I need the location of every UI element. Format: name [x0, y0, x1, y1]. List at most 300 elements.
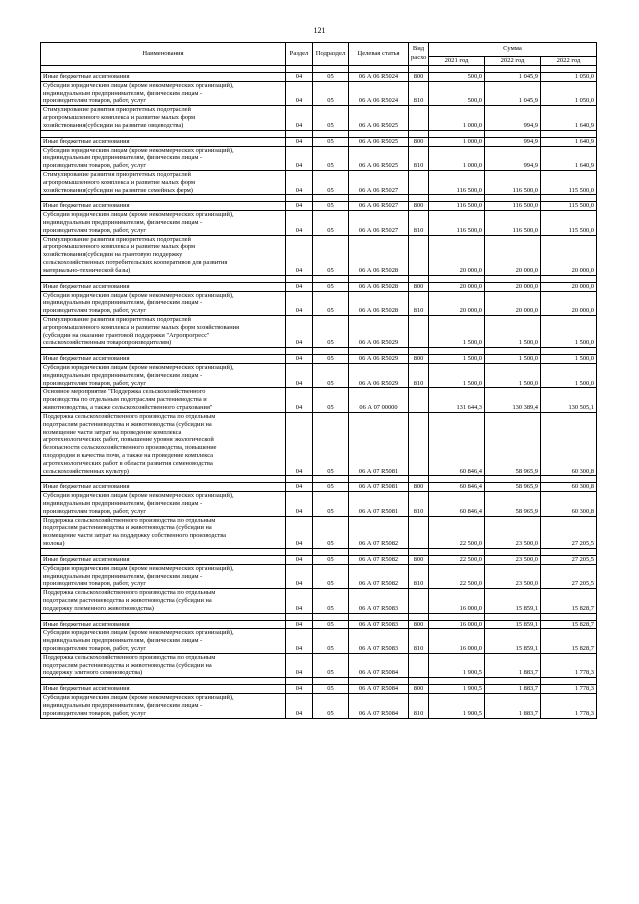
- row-type: 810: [409, 492, 429, 516]
- spacer-cell: [429, 613, 485, 620]
- spacer-cell: [349, 275, 409, 282]
- row-value-1: 60 846,4: [429, 492, 485, 516]
- table-row: [41, 653, 597, 677]
- row-name: [41, 589, 286, 613]
- row-type: [409, 388, 429, 412]
- row-value-3: 20 000,0: [541, 282, 597, 291]
- row-name-line: возмещение части затрат на поддержку собственного производства: [43, 532, 226, 540]
- row-type: 800: [409, 620, 429, 629]
- spacer-cell: [541, 613, 597, 620]
- row-value-2: 23 500,0: [485, 555, 541, 564]
- row-target: 06 А 07 R5084: [349, 653, 409, 677]
- spacer-cell: [429, 476, 485, 483]
- row-name-line: Субсидии юридическим лицам (кроме некоммерческих организаций),: [43, 629, 234, 637]
- spacer-cell: [541, 195, 597, 202]
- row-name-line: Стимулирование развития приоритетных подотраслей: [43, 235, 191, 243]
- row-value-3: 27 205,5: [541, 555, 597, 564]
- row-value-2: 58 965,9: [485, 412, 541, 476]
- spacer-cell: [429, 348, 485, 355]
- row-value-1: 1 900,5: [429, 685, 485, 694]
- row-name-line: подотраслям растениеводства и животноводства (субсидии на: [43, 596, 212, 604]
- spacer-cell: [41, 130, 286, 137]
- spacer-cell: [349, 678, 409, 685]
- row-type: 810: [409, 146, 429, 170]
- row-value-2: 15 859,1: [485, 629, 541, 653]
- row-value-2: 1 500,0: [485, 364, 541, 388]
- row-value-2: 1 045,9: [485, 73, 541, 82]
- row-value-3: 27 205,5: [541, 564, 597, 588]
- row-subsection: 05: [313, 146, 349, 170]
- row-name-line: производителям товаров, работ, услуг: [43, 97, 147, 105]
- spacer-cell: [429, 678, 485, 685]
- row-subsection: 05: [313, 170, 349, 194]
- row-target: 06 А 06 R5027: [349, 211, 409, 235]
- row-subsection: 05: [313, 73, 349, 82]
- row-subsection: 05: [313, 685, 349, 694]
- row-name-line: Субсидии юридическим лицам (кроме некоммерческих организаций),: [43, 81, 234, 89]
- row-subsection: 05: [313, 315, 349, 347]
- row-section: 04: [286, 564, 313, 588]
- row-name: [41, 492, 286, 516]
- row-target: 06 А 06 R5025: [349, 137, 409, 146]
- row-value-1: 1 500,0: [429, 315, 485, 347]
- row-name: [41, 170, 286, 194]
- spacer-cell: [409, 548, 429, 555]
- row-name: [41, 315, 286, 347]
- row-name-line: индивидуальным предпринимателям, физическим лицам -: [43, 154, 203, 162]
- row-value-3: 27 205,5: [541, 516, 597, 548]
- row-value-2: 1 883,7: [485, 694, 541, 718]
- row-name-line: поддержку элитного семеноводства): [43, 669, 143, 677]
- row-value-3: 60 300,8: [541, 412, 597, 476]
- header-year-3: 2022 год: [541, 57, 597, 66]
- spacer-cell: [286, 195, 313, 202]
- spacer-cell: [313, 678, 349, 685]
- row-subsection: 05: [313, 211, 349, 235]
- row-section: 04: [286, 629, 313, 653]
- row-name-line: производителям товаров, работ, услуг: [43, 645, 147, 653]
- row-name-line: агротехнологических работ в области развития семеноводства: [43, 459, 213, 467]
- row-type: [409, 516, 429, 548]
- row-name-line: Субсидии юридическим лицам (кроме некоммерческих организаций),: [43, 492, 234, 500]
- row-subsection: 05: [313, 589, 349, 613]
- table-row: [41, 492, 597, 516]
- header-year-1: 2021 год: [429, 57, 485, 66]
- row-name-line: индивидуальным предпринимателям, физическим лицам -: [43, 371, 203, 379]
- row-name: [41, 629, 286, 653]
- row-name: [41, 73, 286, 82]
- row-value-3: 15 828,7: [541, 629, 597, 653]
- row-type: [409, 412, 429, 476]
- row-value-1: 22 500,0: [429, 564, 485, 588]
- row-target: 06 А 07 R5083: [349, 629, 409, 653]
- table-row: [41, 81, 597, 105]
- spacer-cell: [349, 548, 409, 555]
- row-name-line: материально-технической базы): [43, 266, 131, 274]
- spacer-cell: [409, 348, 429, 355]
- row-value-2: 58 965,9: [485, 492, 541, 516]
- row-target: 06 А 07 R5082: [349, 555, 409, 564]
- row-value-2: 130 389,4: [485, 388, 541, 412]
- header-subsection: Подраздел: [313, 43, 349, 66]
- row-subsection: 05: [313, 388, 349, 412]
- row-section: 04: [286, 170, 313, 194]
- row-subsection: 05: [313, 364, 349, 388]
- row-name-line: индивидуальным предпринимателям, физическим лицам -: [43, 89, 203, 97]
- row-spacer: [41, 476, 597, 483]
- row-name-line: индивидуальным предпринимателям, физическим лицам -: [43, 701, 203, 709]
- row-value-3: 20 000,0: [541, 235, 597, 275]
- row-spacer: [41, 613, 597, 620]
- row-type: [409, 106, 429, 130]
- row-value-2: 1 883,7: [485, 653, 541, 677]
- row-value-3: 20 000,0: [541, 291, 597, 315]
- row-name: [41, 81, 286, 105]
- spacer-cell: [485, 348, 541, 355]
- row-name: [41, 483, 286, 492]
- row-name-line: сельскохозяйственных потребительских кооперативов для развития: [43, 259, 228, 267]
- row-name-line: Основное мероприятие "Поддержка сельскохозяйственного: [43, 388, 206, 396]
- row-name: [41, 516, 286, 548]
- table-row: [41, 564, 597, 588]
- spacer-cell: [429, 275, 485, 282]
- row-subsection: 05: [313, 653, 349, 677]
- row-value-1: 116 500,0: [429, 211, 485, 235]
- header-name: Наименования: [41, 43, 286, 66]
- spacer-cell: [349, 613, 409, 620]
- row-name-line: Поддержка сельскохозяйственного производства по отдельным: [43, 653, 216, 661]
- row-name: [41, 564, 286, 588]
- spacer-cell: [349, 66, 409, 73]
- row-spacer: [41, 548, 597, 555]
- row-target: 06 А 07 00000: [349, 388, 409, 412]
- table-row: [41, 516, 597, 548]
- row-type: 810: [409, 81, 429, 105]
- spacer-cell: [41, 348, 286, 355]
- row-name-line: (субсидии на оказание грантовой поддержки "Агропрогресс": [43, 331, 210, 339]
- row-value-1: 16 000,0: [429, 620, 485, 629]
- spacer-cell: [485, 130, 541, 137]
- row-value-1: 20 000,0: [429, 282, 485, 291]
- spacer-cell: [313, 476, 349, 483]
- spacer-cell: [541, 275, 597, 282]
- row-type: 810: [409, 694, 429, 718]
- row-name-line: Субсидии юридическим лицам (кроме некоммерческих организаций),: [43, 211, 234, 219]
- row-name-line: агропромышленного комплекса и развитие малых форм хозяйствования: [43, 323, 240, 331]
- row-type: [409, 653, 429, 677]
- row-value-1: 1 000,0: [429, 146, 485, 170]
- row-name-line: животноводства, а также сельскохозяйственного страхования": [43, 404, 213, 412]
- row-name-line: Иные бюджетные ассигнования: [43, 137, 130, 145]
- row-value-1: 1 000,0: [429, 137, 485, 146]
- spacer-cell: [485, 66, 541, 73]
- row-target: 06 А 06 R5027: [349, 170, 409, 194]
- row-type: 800: [409, 202, 429, 211]
- row-name-line: подотраслям растениеводства и животноводства (субсидии на: [43, 661, 212, 669]
- row-name-line: Иные бюджетные ассигнования: [43, 202, 130, 210]
- spacer-cell: [41, 66, 286, 73]
- row-name-line: Иные бюджетные ассигнования: [43, 555, 130, 563]
- row-value-2: 116 500,0: [485, 202, 541, 211]
- spacer-cell: [429, 548, 485, 555]
- row-spacer: [41, 66, 597, 73]
- row-name-line: агротехнологических работ, повышение уровня экологической: [43, 436, 214, 444]
- spacer-cell: [409, 195, 429, 202]
- row-type: 800: [409, 282, 429, 291]
- row-name-line: поддержку племенного животноводства): [43, 604, 154, 612]
- row-target: 06 А 06 R5024: [349, 73, 409, 82]
- row-name-line: производства по отдельным подотраслям растениеводства и: [43, 396, 207, 404]
- row-subsection: 05: [313, 81, 349, 105]
- row-value-3: 60 300,8: [541, 492, 597, 516]
- row-value-2: 1 883,7: [485, 685, 541, 694]
- row-subsection: 05: [313, 564, 349, 588]
- spacer-cell: [409, 66, 429, 73]
- budget-table: [40, 42, 597, 719]
- spacer-cell: [41, 678, 286, 685]
- row-value-2: 1 500,0: [485, 315, 541, 347]
- row-value-2: 116 500,0: [485, 211, 541, 235]
- row-value-2: 994,9: [485, 106, 541, 130]
- row-value-2: 58 965,9: [485, 483, 541, 492]
- spacer-cell: [541, 66, 597, 73]
- row-name-line: Иные бюджетные ассигнования: [43, 355, 130, 363]
- row-name-line: Субсидии юридическим лицам (кроме некоммерческих организаций),: [43, 694, 234, 702]
- row-section: 04: [286, 315, 313, 347]
- table-row: [41, 589, 597, 613]
- row-section: 04: [286, 211, 313, 235]
- row-name-line: Иные бюджетные ассигнования: [43, 620, 130, 628]
- row-spacer: [41, 678, 597, 685]
- row-section: 04: [286, 653, 313, 677]
- spacer-cell: [41, 275, 286, 282]
- spacer-cell: [409, 275, 429, 282]
- table-row: [41, 146, 597, 170]
- spacer-cell: [313, 275, 349, 282]
- row-section: 04: [286, 589, 313, 613]
- row-value-1: 1 900,5: [429, 694, 485, 718]
- table-row: [41, 137, 597, 146]
- spacer-cell: [485, 476, 541, 483]
- row-name: [41, 355, 286, 364]
- table-row: [41, 412, 597, 476]
- table-row: [41, 355, 597, 364]
- row-subsection: 05: [313, 282, 349, 291]
- row-subsection: 05: [313, 137, 349, 146]
- row-name-line: производителям товаров, работ, услуг: [43, 507, 147, 515]
- row-name-line: Субсидии юридическим лицам (кроме некоммерческих организаций),: [43, 564, 234, 572]
- row-type: 800: [409, 483, 429, 492]
- row-name-line: производителям товаров, работ, услуг: [43, 709, 147, 717]
- row-type: [409, 315, 429, 347]
- row-target: 06 А 06 R5028: [349, 282, 409, 291]
- row-name-line: Стимулирование развития приоритетных подотраслей: [43, 315, 191, 323]
- row-value-2: 15 859,1: [485, 620, 541, 629]
- row-value-2: 1 500,0: [485, 355, 541, 364]
- row-name: [41, 555, 286, 564]
- row-section: 04: [286, 620, 313, 629]
- row-name-line: возмещение части затрат на проведение комплекса: [43, 428, 182, 436]
- row-name: [41, 694, 286, 718]
- spacer-cell: [349, 348, 409, 355]
- row-name-line: индивидуальным предпринимателям, физическим лицам -: [43, 219, 203, 227]
- row-value-1: 1 900,5: [429, 653, 485, 677]
- table-row: [41, 629, 597, 653]
- row-name-line: безопасности сельскохозяйственного производства, повышение: [43, 444, 217, 452]
- row-name: [41, 291, 286, 315]
- table-row: [41, 291, 597, 315]
- row-type: [409, 170, 429, 194]
- row-name: [41, 137, 286, 146]
- row-name: [41, 388, 286, 412]
- row-name-line: хозяйствования(субсидии на грантовую поддержку: [43, 251, 183, 259]
- row-name-line: агропромышленного комплекса и развитие малых форм: [43, 243, 196, 251]
- row-type: 800: [409, 355, 429, 364]
- row-value-2: 23 500,0: [485, 564, 541, 588]
- row-subsection: 05: [313, 291, 349, 315]
- row-subsection: 05: [313, 629, 349, 653]
- row-name: [41, 146, 286, 170]
- row-type: 810: [409, 564, 429, 588]
- spacer-cell: [41, 613, 286, 620]
- row-value-2: 994,9: [485, 146, 541, 170]
- row-name-line: производителям товаров, работ, услуг: [43, 226, 147, 234]
- row-name-line: Поддержка сельскохозяйственного производства по отдельным: [43, 412, 216, 420]
- table-row: [41, 364, 597, 388]
- row-name: [41, 620, 286, 629]
- spacer-cell: [349, 130, 409, 137]
- spacer-cell: [41, 548, 286, 555]
- row-subsection: 05: [313, 106, 349, 130]
- spacer-cell: [286, 476, 313, 483]
- row-type: 810: [409, 291, 429, 315]
- spacer-cell: [429, 66, 485, 73]
- row-name-line: Субсидии юридическим лицам (кроме некоммерческих организаций),: [43, 291, 234, 299]
- row-name-line: Поддержка сельскохозяйственного производства по отдельным: [43, 589, 216, 597]
- row-name-line: индивидуальным предпринимателям, физическим лицам -: [43, 572, 203, 580]
- spacer-cell: [286, 613, 313, 620]
- row-type: 810: [409, 364, 429, 388]
- row-subsection: 05: [313, 492, 349, 516]
- spacer-cell: [485, 613, 541, 620]
- row-name: [41, 685, 286, 694]
- row-name-line: подотраслям растениеводства и животноводства (субсидии на: [43, 420, 212, 428]
- row-name-line: индивидуальным предпринимателям, физическим лицам -: [43, 500, 203, 508]
- row-value-1: 22 500,0: [429, 516, 485, 548]
- row-value-1: 20 000,0: [429, 291, 485, 315]
- row-value-3: 60 300,8: [541, 483, 597, 492]
- row-target: 06 А 06 R5025: [349, 146, 409, 170]
- row-value-2: 20 000,0: [485, 282, 541, 291]
- row-value-1: 1 500,0: [429, 355, 485, 364]
- spacer-cell: [485, 548, 541, 555]
- table-row: [41, 694, 597, 718]
- row-value-2: 1 045,9: [485, 81, 541, 105]
- row-target: 06 А 07 R5081: [349, 412, 409, 476]
- table-row: [41, 211, 597, 235]
- row-name-line: подотраслям растениеводства и животноводства (субсидии на: [43, 524, 212, 532]
- row-section: 04: [286, 81, 313, 105]
- spacer-cell: [313, 348, 349, 355]
- row-name-line: производителям товаров, работ, услуг: [43, 379, 147, 387]
- header-target: Целевая статья: [349, 43, 409, 66]
- row-section: 04: [286, 235, 313, 275]
- table-row: [41, 170, 597, 194]
- row-subsection: 05: [313, 355, 349, 364]
- row-value-3: 1 640,9: [541, 146, 597, 170]
- row-type: 810: [409, 211, 429, 235]
- row-value-3: 115 500,0: [541, 211, 597, 235]
- spacer-cell: [313, 613, 349, 620]
- table-row: [41, 483, 597, 492]
- row-value-1: 500,0: [429, 73, 485, 82]
- table-row: [41, 106, 597, 130]
- row-value-2: 23 500,0: [485, 516, 541, 548]
- row-value-3: 115 500,0: [541, 202, 597, 211]
- spacer-cell: [409, 130, 429, 137]
- spacer-cell: [485, 195, 541, 202]
- row-type: [409, 235, 429, 275]
- row-name-line: Поддержка сельскохозяйственного производства по отдельным: [43, 516, 216, 524]
- row-name-line: хозяйствования(субсидии на развитие овцеводства): [43, 121, 184, 129]
- row-section: 04: [286, 492, 313, 516]
- row-value-3: 115 500,0: [541, 170, 597, 194]
- row-section: 04: [286, 106, 313, 130]
- row-target: 06 А 06 R5029: [349, 315, 409, 347]
- row-subsection: 05: [313, 620, 349, 629]
- row-section: 04: [286, 137, 313, 146]
- row-name-line: хозяйствования(субсидии на развитие семейных ферм): [43, 186, 193, 194]
- row-target: 06 А 07 R5081: [349, 483, 409, 492]
- row-section: 04: [286, 412, 313, 476]
- spacer-cell: [286, 348, 313, 355]
- row-target: 06 А 07 R5083: [349, 620, 409, 629]
- row-value-3: 1 050,0: [541, 73, 597, 82]
- header-type: Вид расхо: [409, 43, 429, 66]
- row-spacer: [41, 348, 597, 355]
- spacer-cell: [349, 476, 409, 483]
- table-row: [41, 315, 597, 347]
- row-value-1: 500,0: [429, 81, 485, 105]
- row-value-1: 22 500,0: [429, 555, 485, 564]
- row-value-3: 1 500,0: [541, 364, 597, 388]
- header-section: Раздел: [286, 43, 313, 66]
- row-value-2: 20 000,0: [485, 291, 541, 315]
- spacer-cell: [409, 613, 429, 620]
- row-name-line: молока): [43, 540, 65, 548]
- row-name-line: агропромышленного комплекса и развитие малых форм: [43, 178, 196, 186]
- row-target: 06 А 07 R5084: [349, 694, 409, 718]
- row-subsection: 05: [313, 412, 349, 476]
- row-name: [41, 106, 286, 130]
- row-subsection: 05: [313, 202, 349, 211]
- spacer-cell: [541, 348, 597, 355]
- row-section: 04: [286, 483, 313, 492]
- row-subsection: 05: [313, 516, 349, 548]
- row-spacer: [41, 275, 597, 282]
- row-type: 800: [409, 685, 429, 694]
- row-name-line: производителям товаров, работ, услуг: [43, 162, 147, 170]
- row-name-line: производителям товаров, работ, услуг: [43, 307, 147, 315]
- row-name-line: Субсидии юридическим лицам (кроме некоммерческих организаций),: [43, 146, 234, 154]
- row-name-line: Иные бюджетные ассигнования: [43, 685, 130, 693]
- spacer-cell: [286, 275, 313, 282]
- table-row: [41, 620, 597, 629]
- row-value-2: 994,9: [485, 137, 541, 146]
- spacer-cell: [41, 476, 286, 483]
- spacer-cell: [429, 130, 485, 137]
- row-subsection: 05: [313, 483, 349, 492]
